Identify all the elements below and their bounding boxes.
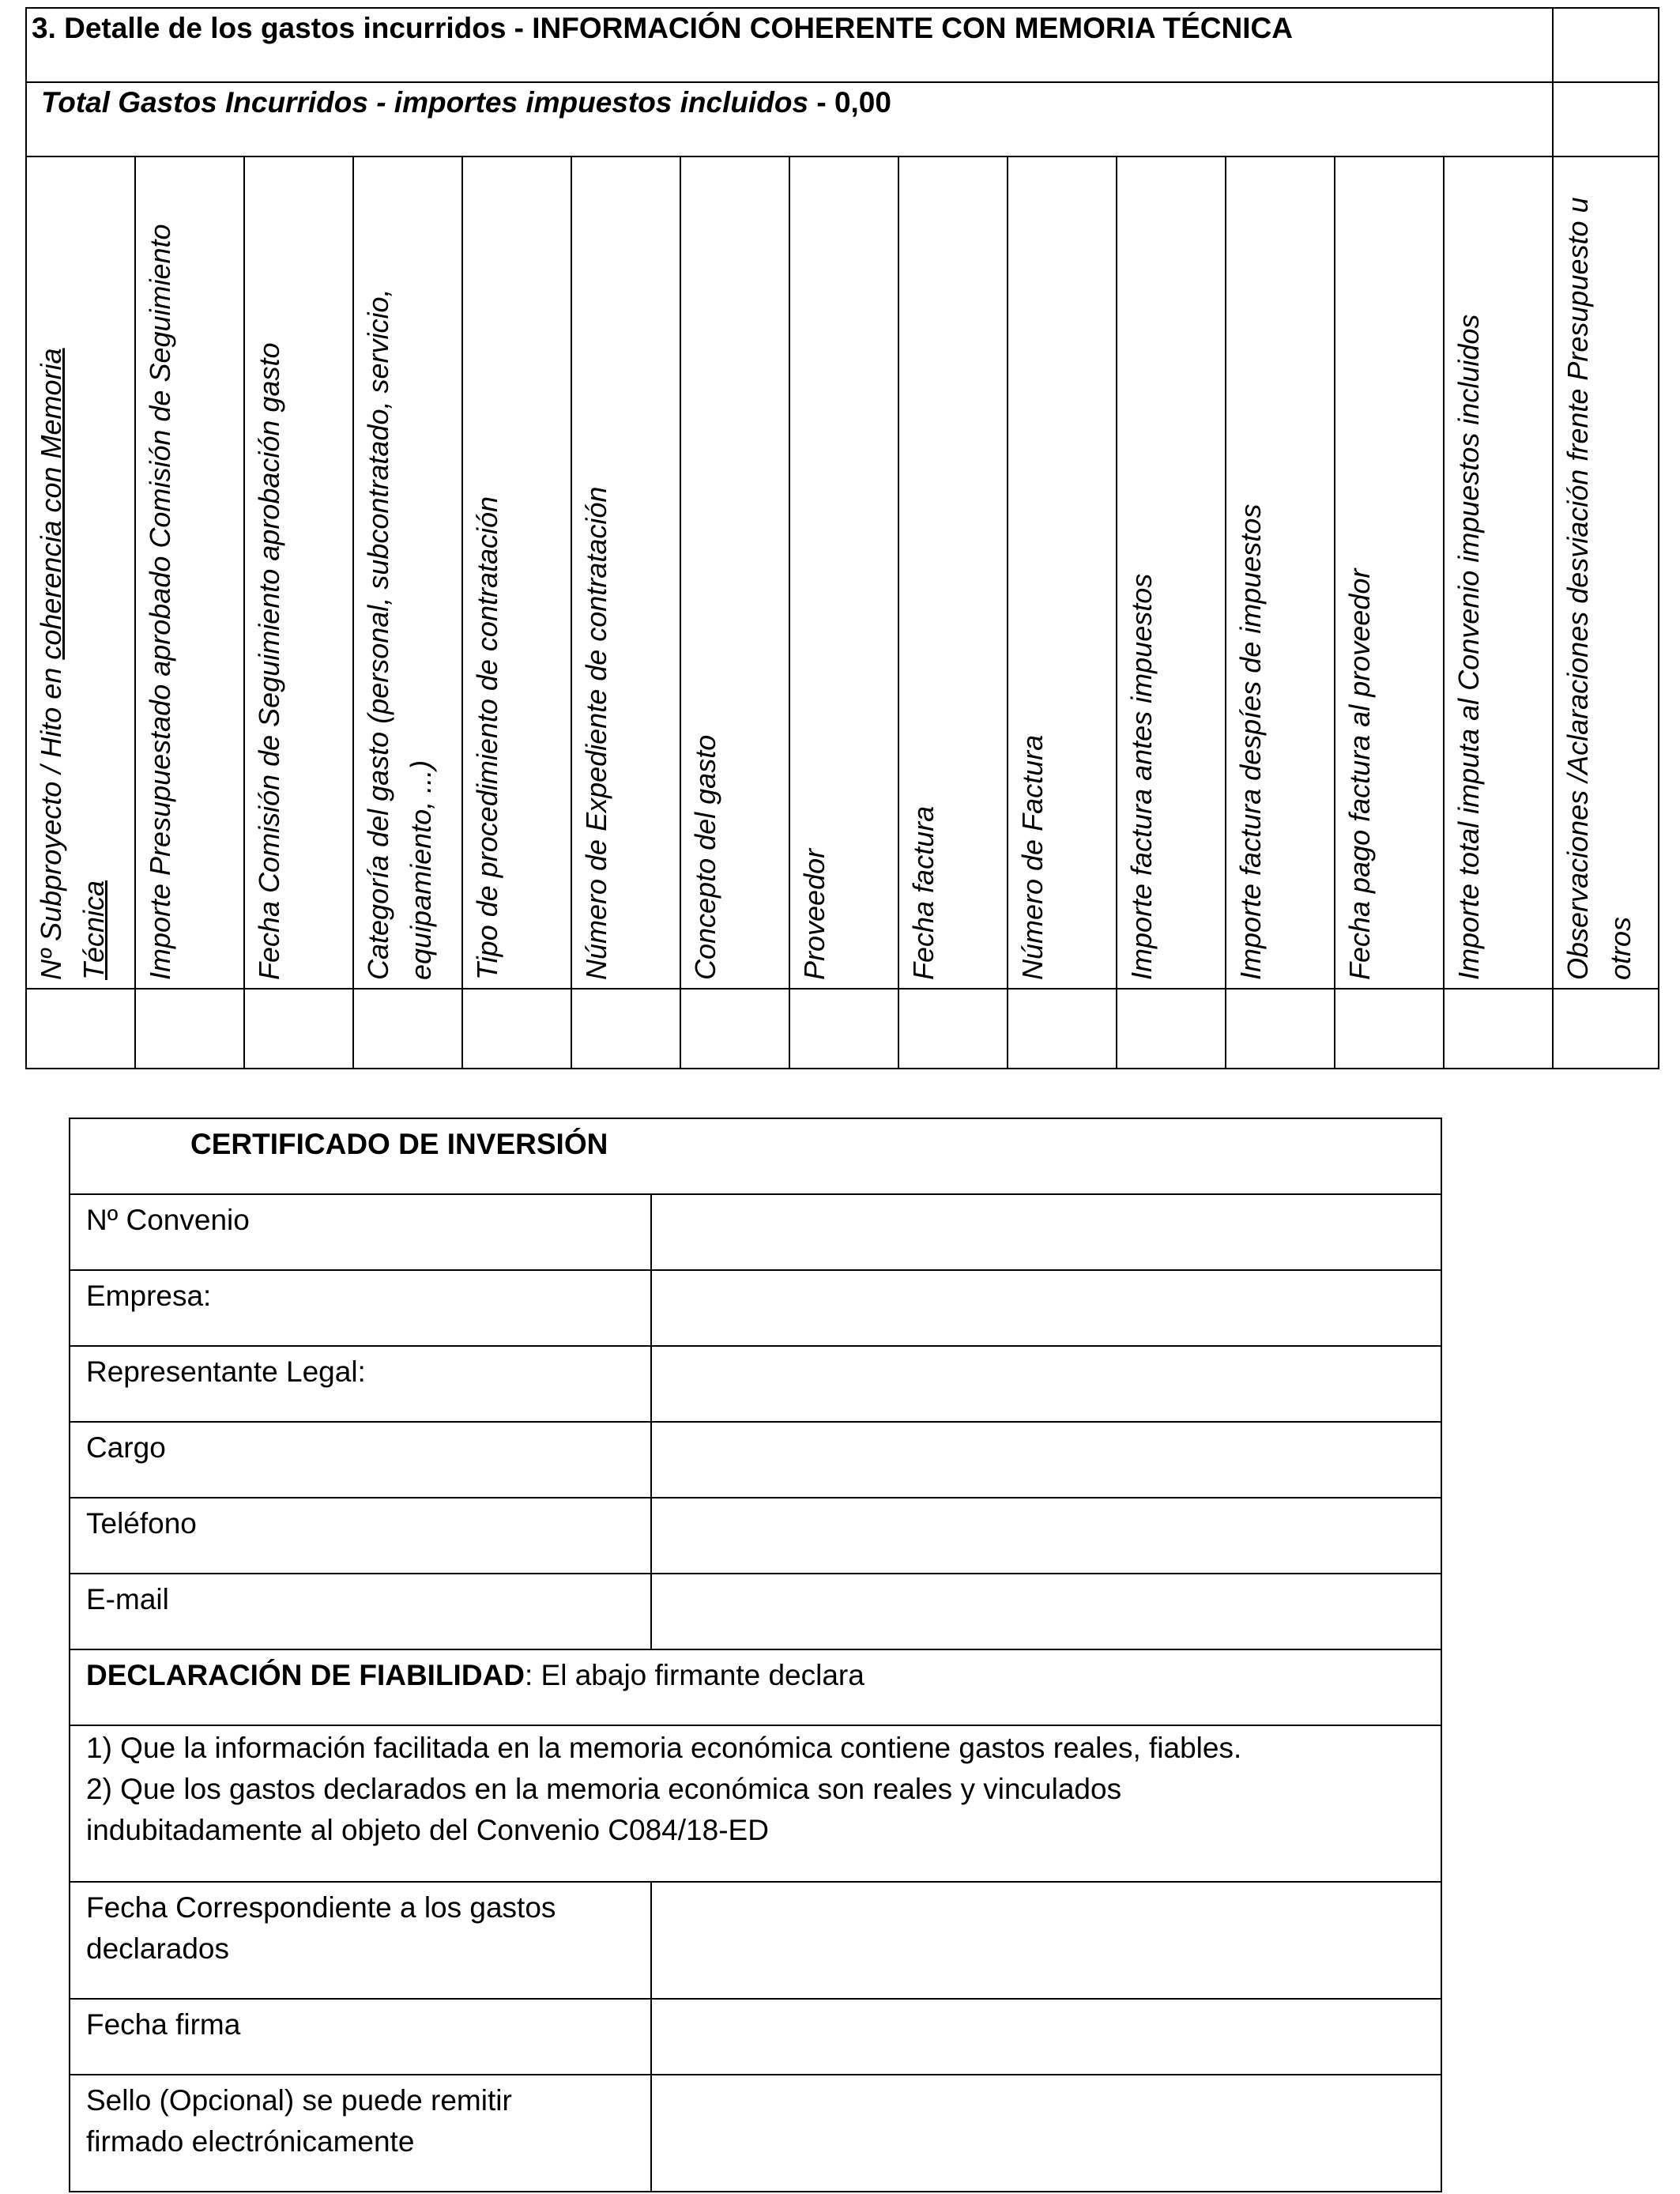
- data-cell[interactable]: [1226, 989, 1335, 1069]
- column-header-text: Tipo de procedimiento de contratación: [471, 496, 503, 980]
- telefono-field[interactable]: [651, 1498, 1441, 1574]
- convenio-label: Nº Convenio: [70, 1194, 651, 1270]
- fecha-gastos-label-line: Fecha Correspondiente a los gastos: [86, 1891, 556, 1924]
- column-header-fecha-pago: [1335, 156, 1444, 989]
- empty-cell: [1553, 8, 1659, 82]
- email-label: E-mail: [70, 1574, 651, 1649]
- column-header-proveedor: [789, 156, 898, 989]
- column-header-text: Categoría del gasto (personal, subcontratado, servicio, equipamiento, ...): [362, 288, 437, 980]
- sello-field[interactable]: [651, 2075, 1441, 2192]
- column-header-subproyecto: [26, 156, 135, 989]
- telefono-label: Teléfono: [70, 1498, 651, 1574]
- total-separator: -: [808, 86, 834, 119]
- section-title: 3. Detalle de los gastos incurridos - INFORMACIÓN COHERENTE CON MEMORIA TÉCNICA: [32, 12, 1293, 44]
- column-header-importe-antes: [1117, 156, 1226, 989]
- representante-label: Representante Legal:: [70, 1346, 651, 1422]
- declaracion-item-2: 2) Que los gastos declarados en la memoria económica son reales y vinculados: [86, 1773, 1122, 1805]
- column-header-underlined: Técnica: [77, 880, 110, 980]
- data-cell[interactable]: [789, 989, 898, 1069]
- representante-field[interactable]: [651, 1346, 1441, 1422]
- column-header-concepto: [680, 156, 789, 989]
- column-header-text: Fecha pago factura al proveedor: [1343, 568, 1376, 980]
- sello-label-line: firmado electrónicamente: [86, 2125, 415, 2158]
- total-cell: [26, 82, 1553, 156]
- column-header-numero-expediente: [571, 156, 680, 989]
- declaracion-item-2-cont: indubitadamente al objeto del Convenio C084/18-ED: [86, 1814, 769, 1846]
- column-header-categoria: [353, 156, 462, 989]
- column-header-text: Importe factura despíes de impuestos: [1234, 503, 1267, 980]
- data-cell[interactable]: [680, 989, 789, 1069]
- data-cell[interactable]: [353, 989, 462, 1069]
- column-header-text: Observaciones /Aclaraciones desviación frente Presupuesto u otros: [1561, 197, 1637, 980]
- total-value: 0,00: [834, 86, 891, 119]
- data-cell[interactable]: [26, 989, 135, 1069]
- declaracion-intro: : El abajo firmante declara: [524, 1659, 864, 1691]
- data-cell[interactable]: [244, 989, 353, 1069]
- column-header-observaciones: [1553, 156, 1659, 989]
- data-cell[interactable]: [135, 989, 244, 1069]
- cert-title: CERTIFICADO DE INVERSIÓN: [70, 1118, 1441, 1194]
- column-header-text: Concepto del gasto: [689, 734, 721, 980]
- sello-label-line: Sello (Opcional) se puede remitir: [86, 2084, 512, 2117]
- column-header-importe-presupuestado: [135, 156, 244, 989]
- column-header-tipo-procedimiento: [462, 156, 571, 989]
- column-header-text: Nº Subproyecto / Hito en: [35, 659, 67, 980]
- column-header-fecha-factura: [898, 156, 1008, 989]
- cargo-field[interactable]: [651, 1422, 1441, 1498]
- data-cell[interactable]: [1008, 989, 1117, 1069]
- fecha-firma-label: Fecha firma: [70, 1999, 651, 2075]
- column-header-text: Fecha factura: [907, 805, 940, 980]
- column-header-underlined: coherencia con Memoria: [35, 348, 67, 660]
- cargo-label: Cargo: [70, 1422, 651, 1498]
- fecha-gastos-field[interactable]: [651, 1882, 1441, 1999]
- total-label: Total Gastos Incurridos - importes impuestos incluidos: [41, 86, 809, 119]
- column-header-text: Número de Factura: [1016, 734, 1049, 980]
- total-line: [27, 83, 1552, 119]
- empresa-field[interactable]: [651, 1270, 1441, 1346]
- empty-cell: [1553, 82, 1659, 156]
- column-header-importe-total: [1444, 156, 1553, 989]
- data-cell[interactable]: [898, 989, 1008, 1069]
- column-header-importe-despues: [1226, 156, 1335, 989]
- column-header-text: Proveedor: [798, 848, 831, 980]
- fecha-gastos-label: [70, 1882, 651, 1999]
- declaracion-title: DECLARACIÓN DE FIABILIDAD: [86, 1659, 525, 1691]
- column-header-text: Importe total imputa al Convenio impuestos incluidos: [1452, 314, 1485, 980]
- convenio-field[interactable]: [651, 1194, 1441, 1270]
- column-header-text: Número de Expediente de contratación: [580, 486, 612, 980]
- column-header-text: Fecha Comisión de Seguimiento aprobación gasto: [253, 342, 285, 980]
- column-header-text: Importe factura antes impuestos: [1125, 573, 1158, 980]
- data-cell[interactable]: [1553, 989, 1659, 1069]
- data-cell[interactable]: [1444, 989, 1553, 1069]
- gastos-table: [25, 7, 1659, 1069]
- email-field[interactable]: [651, 1574, 1441, 1649]
- section-title-cell: [26, 8, 1553, 82]
- data-cell[interactable]: [462, 989, 571, 1069]
- column-header-numero-factura: [1008, 156, 1117, 989]
- data-cell[interactable]: [1335, 989, 1444, 1069]
- column-header-text: Importe Presupuestado aprobado Comisión de Seguimiento: [144, 224, 176, 980]
- data-cell[interactable]: [571, 989, 680, 1069]
- declaracion-item-1: 1) Que la información facilitada en la memoria económica contiene gastos reales, fiables.: [86, 1732, 1242, 1764]
- declaracion-header: [70, 1649, 1441, 1725]
- declaracion-items: [70, 1725, 1441, 1882]
- fecha-gastos-label-line: declarados: [86, 1932, 230, 1965]
- sello-label: [70, 2075, 651, 2192]
- certificado-table: [69, 1118, 1442, 2192]
- fecha-firma-field[interactable]: [651, 1999, 1441, 2075]
- data-cell[interactable]: [1117, 989, 1226, 1069]
- empresa-label: Empresa:: [70, 1270, 651, 1346]
- column-header-fecha-comision: [244, 156, 353, 989]
